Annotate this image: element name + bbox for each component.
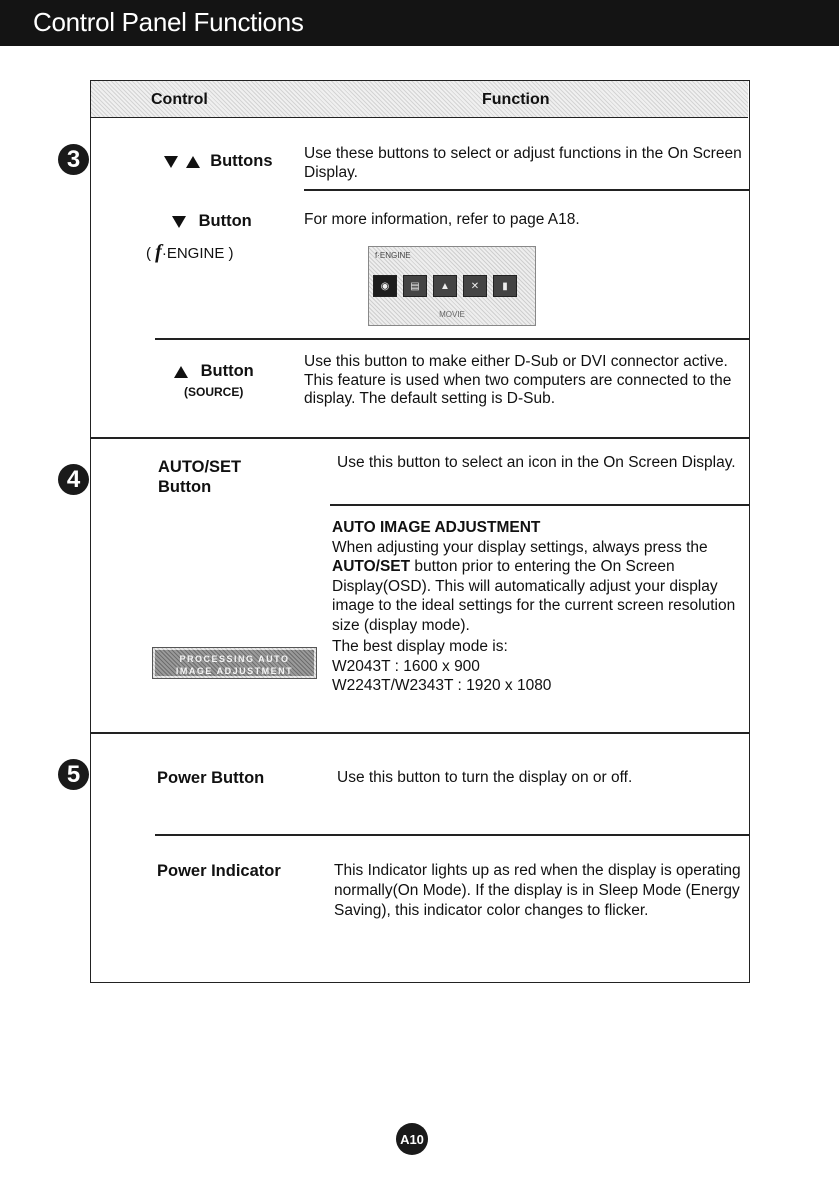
auto-set-bold: AUTO/SET	[332, 558, 411, 575]
row-divider	[330, 504, 750, 506]
header-function: Function	[482, 91, 550, 108]
osd-mode-name: MOVIE	[439, 310, 465, 319]
section-number-4: 4	[58, 464, 89, 495]
osd-icon-row	[373, 275, 517, 297]
page-number-badge: A10	[396, 1123, 428, 1155]
best-mode-2: W2243T/W2343T : 1920 x 1080	[332, 677, 552, 694]
processing-line1: PROCESSING AUTO	[179, 654, 290, 664]
up-button-label	[174, 361, 254, 381]
section-number-3: 3	[58, 144, 89, 175]
osd-fengine-screenshot	[368, 246, 536, 326]
processing-auto-inner	[155, 650, 314, 676]
page-title: Control Panel Functions	[33, 7, 304, 37]
section-number-5: 5	[58, 759, 89, 790]
down-arrow-icon	[164, 156, 178, 168]
paren-open: (	[146, 245, 151, 262]
row-divider	[155, 834, 750, 836]
row-divider	[155, 338, 750, 340]
buttons-description: Use these buttons to select or adjust functions in the On Screen Display.	[304, 145, 742, 181]
osd-user-icon: ▮	[493, 275, 517, 297]
auto-set-label	[158, 457, 241, 497]
up-arrow-icon	[186, 156, 200, 168]
down-button-label-text: Button	[198, 212, 252, 230]
header-control: Control	[151, 91, 208, 108]
up-button-label-text: Button	[200, 362, 254, 380]
section-divider	[90, 732, 750, 734]
table-header	[91, 81, 748, 118]
f-engine-label	[146, 241, 234, 264]
buttons-label-text: Buttons	[210, 152, 273, 170]
auto-set-label-line2: Button	[158, 478, 212, 496]
down-button-label	[172, 211, 252, 231]
section-divider	[90, 437, 750, 439]
auto-adjust-paragraph	[332, 538, 742, 636]
up-down-buttons-label	[164, 151, 273, 171]
auto-adjust-heading: AUTO IMAGE ADJUSTMENT	[332, 519, 541, 536]
power-button-description: Use this button to turn the display on or off.	[337, 769, 633, 786]
auto-adjust-text-2: button prior to entering the On Screen Display(OSD). This will automatically adjust your display image to the ideal settings for the current screen resolution size (display mode).	[332, 558, 736, 634]
osd-text-icon: ▤	[403, 275, 427, 297]
auto-set-description: Use this button to select an icon in the On Screen Display.	[337, 454, 736, 471]
row-divider	[304, 189, 750, 191]
auto-set-label-line1: AUTO/SET	[158, 458, 242, 476]
best-mode-label: The best display mode is:	[332, 638, 508, 655]
down-arrow-icon	[172, 216, 186, 228]
best-mode-1: W2043T : 1600 x 900	[332, 657, 480, 675]
paren-close: )	[228, 245, 234, 262]
f-engine-text: ·ENGINE	[161, 245, 225, 262]
up-button-description: Use this button to make either D-Sub or DVI connector active. This feature is used when two computers are connected to the display. The default setting is D-Sub.	[304, 353, 732, 407]
osd-close-icon: ✕	[463, 275, 487, 297]
osd-fengine-header: f·ENGINE	[375, 251, 411, 260]
auto-adjust-block	[332, 518, 742, 696]
f-engine-logo: f	[155, 241, 162, 263]
source-sub-label: (SOURCE)	[184, 385, 244, 399]
auto-adjust-text-1: When adjusting your display settings, always press the	[332, 538, 708, 556]
power-indicator-description: This Indicator lights up as red when the display is operating normally(On Mode). If the display is in Sleep Mode (Energy Saving), this indicator color changes to flicker.	[334, 862, 741, 919]
osd-movie-icon: ◉	[373, 275, 397, 297]
up-arrow-icon	[174, 366, 188, 378]
down-button-description: For more information, refer to page A18.	[304, 211, 580, 228]
power-button-label: Power Button	[157, 769, 265, 787]
title-bar	[0, 0, 839, 46]
processing-auto-image	[152, 647, 317, 679]
processing-line2: IMAGE ADJUSTMENT	[175, 666, 294, 676]
osd-photo-icon: ▲	[433, 275, 457, 297]
power-indicator-label: Power Indicator	[157, 862, 281, 880]
